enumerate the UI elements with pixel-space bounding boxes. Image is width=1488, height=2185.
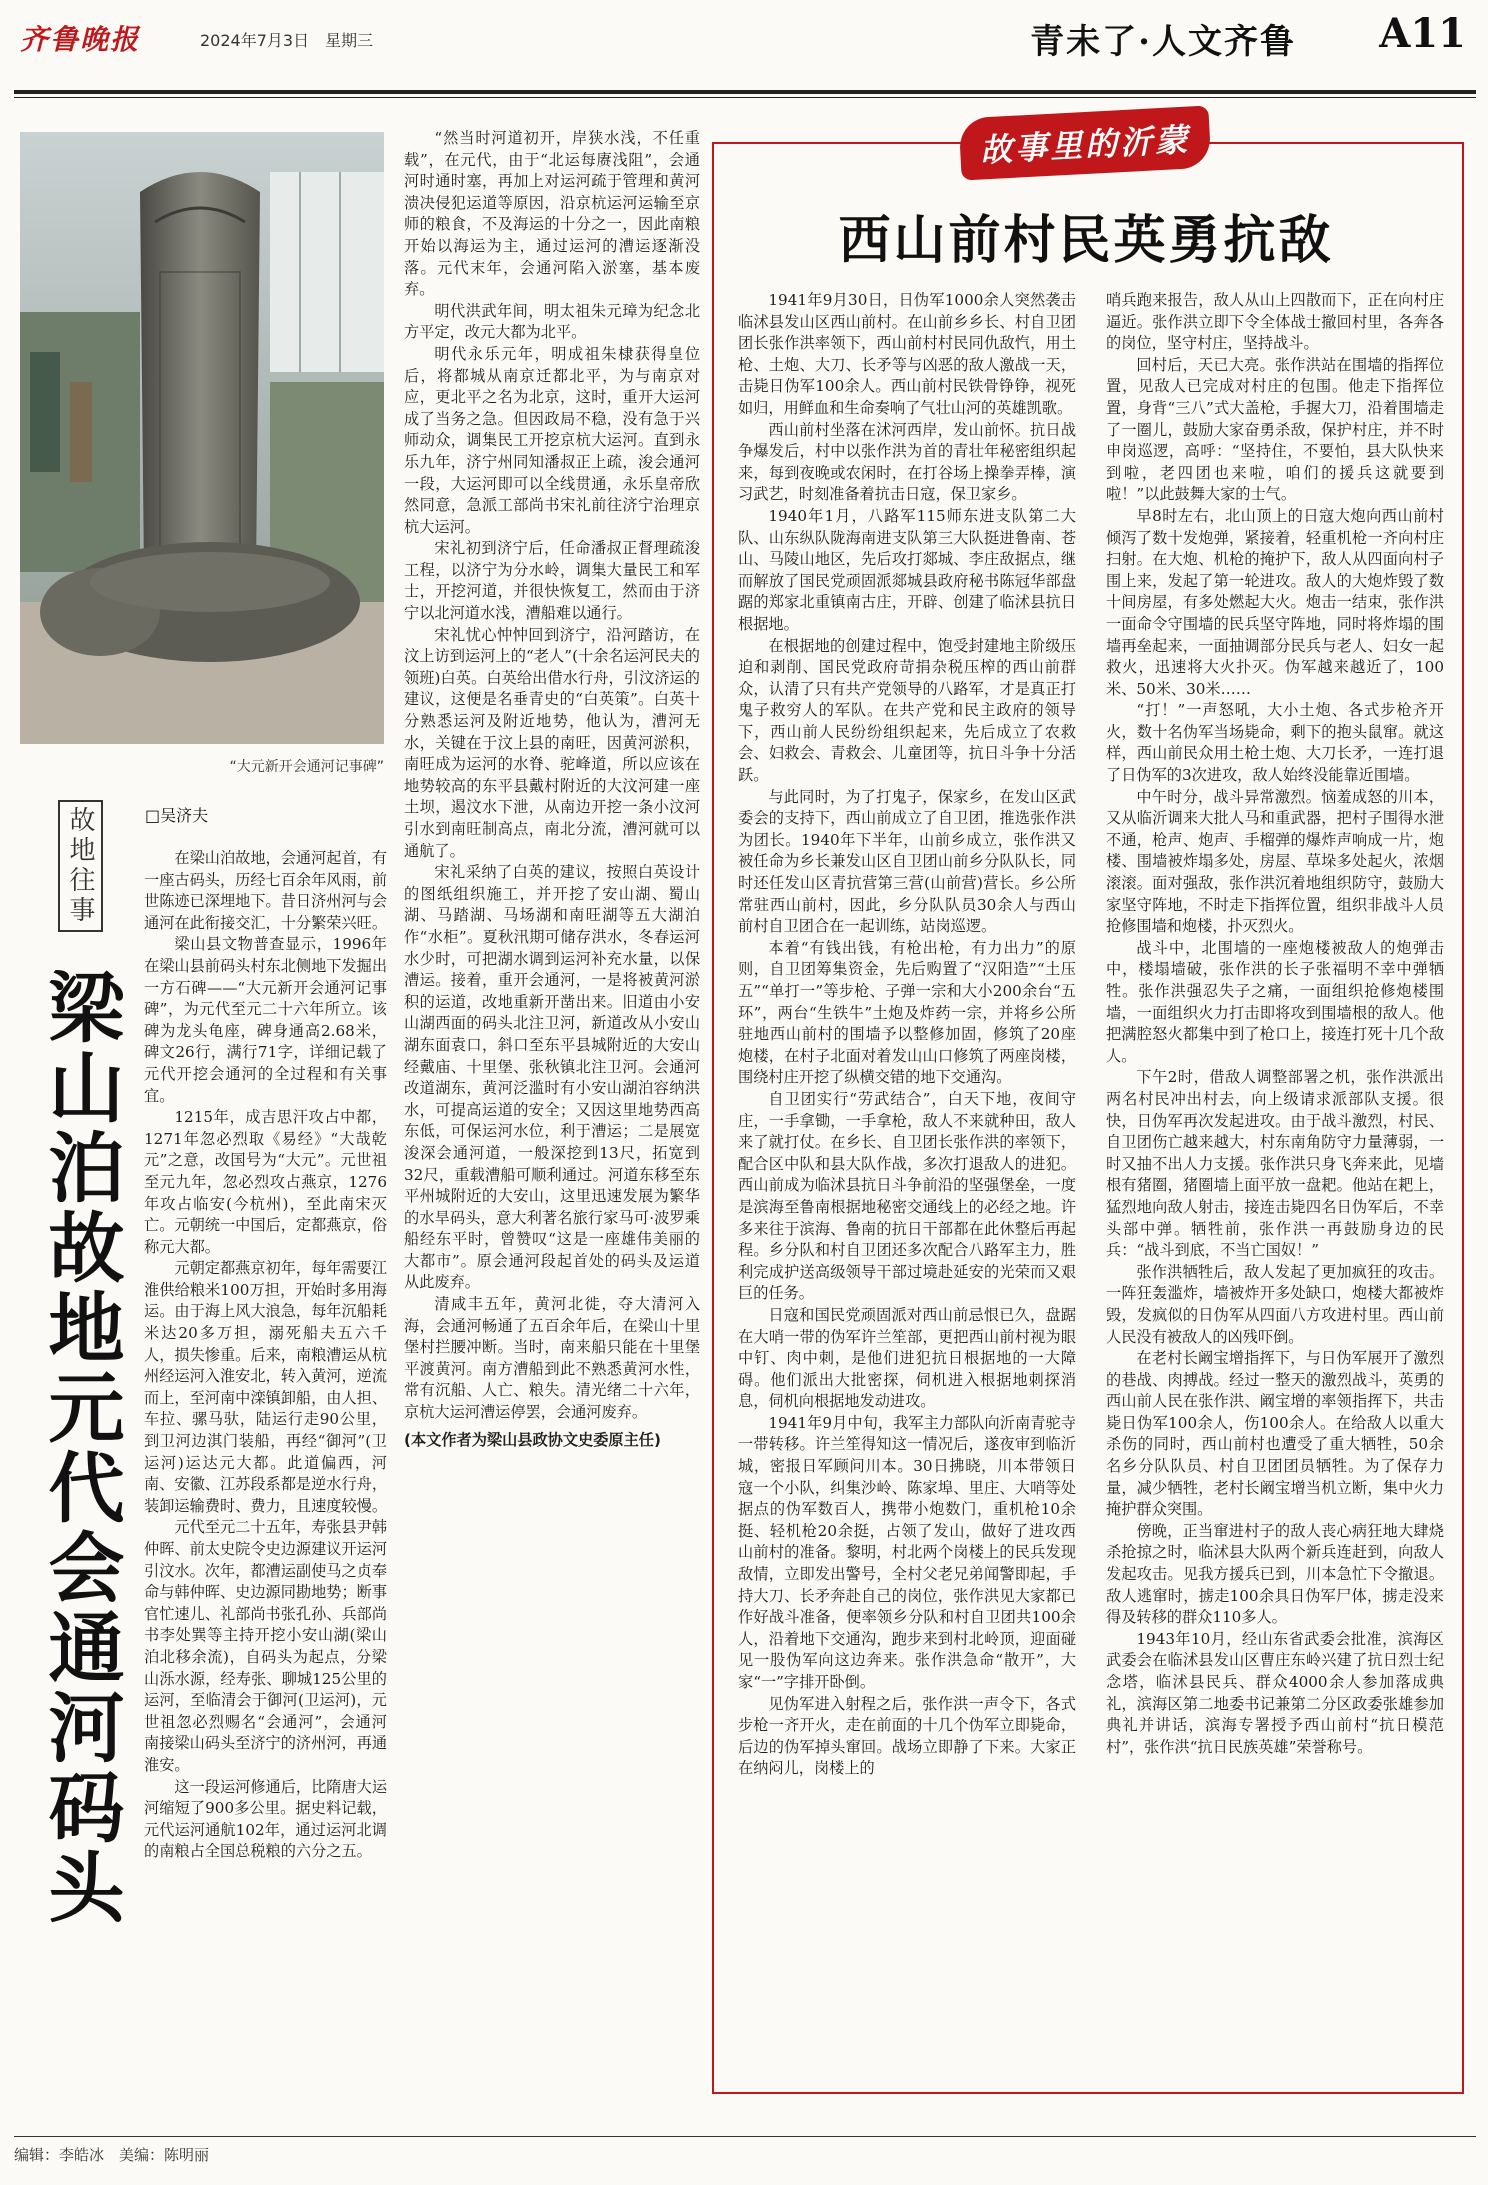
paragraph: 在梁山泊故地，会通河起首，有一座古码头，历经七百余年风雨，前世陈迹已深埋地下。昔日济州河与会通河在此衔接交汇，十分繁荣兴旺。: [144, 849, 388, 932]
paragraph: 早8时左右，北山顶上的日寇大炮向西山前村倾泻了数十发炮弹，紧接着，轻重机枪一齐向村庄扫射。在大炮、机枪的掩护下，敌人从四面向村子围上来，发起了第一轮进攻。敌人的大炮炸毁了数十间房屋，有多处燃起大火。炮击一结束，张作洪一面命令守围墙的民兵坚守阵地，同时将炸塌的围墙再垒起来，一面抽调部分民兵与老人、妇女一起救火，迅速将大火扑灭。伪军越来越近了，100米、50米、30米……: [1106, 506, 1444, 698]
paragraph: 在根据地的创建过程中，饱受封建地主阶级压迫和剥削、国民党政府苛捐杂税压榨的西山前群众，认清了只有共产党领导的八路军，才是真正打鬼子救穷人的军队。在共产党和民主政府的领导下，西山前人民纷纷组织起来，先后成立了农救会、妇救会、青救会、儿童团等，抗日斗争十分活跃。: [738, 636, 1076, 785]
paragraph: 梁山县文物普查显示，1996年在梁山县前码头村东北侧地下发掘出一方石碑——“大元新开会通河记事碑”，为元代至元二十六年所立。该碑为龙头龟座，碑身通高2.68米，碑文26行，满行71字，详细记载了元代开挖会通河的全过程和有关事宜。: [144, 935, 387, 1105]
author-byline: □吴济夫: [145, 806, 209, 825]
paragraph: 与此同时，为了打鬼子，保家乡，在发山区武委会的支持下，西山前成立了自卫团，推选张作洪为团长。1940年下半年，山前乡成立，张作洪又被任命为乡长兼发山区自卫团山前乡分队队长，同时还任发山区青抗营第三营(山前营)营长。乡公所常驻西山前村，因此，乡分队队员30余人与西山前村自卫团合在一起训练，站岗巡逻。: [738, 787, 1076, 936]
paragraph: 哨兵跑来报告，敌人从山上四散而下，正在向村庄逼近。张作洪立即下令全体战士撤回村里，各奔各的岗位，坚守村庄，坚持战斗。: [1106, 291, 1444, 353]
paragraph: 见伪军进入射程之后，张作洪一声令下，各式步枪一齐开火，走在前面的十几个伪军立即毙命，后边的伪军掉头窜回。战场立即静了下来。大家正在纳闷儿，岗楼上的: [738, 1694, 1076, 1778]
kicker-label: 故地往事: [58, 800, 103, 932]
paragraph: 明代洪武年间，明太祖朱元璋为纪念北方平定，改元大都为北平。: [404, 301, 700, 342]
footer-credits: 编辑：李皓冰 美编：陈明丽: [14, 2146, 210, 2164]
paragraph: 张作洪牺牲后，敌人发起了更加疯狂的攻击。一阵狂轰滥炸，墙被炸开多处缺口，炮楼大都被炸毁，发疯似的日伪军从四面八方攻进村里。西山前人民没有被敌人的凶残吓倒。: [1106, 1262, 1444, 1346]
column-banner: 故事里的沂蒙: [979, 120, 1191, 170]
paragraph: 明代永乐元年，明成祖朱棣获得皇位后，将都城从南京迁都北平，为与南京对应，更北平之名为北京，这时，重开大运河成了当务之急。但因政局不稳，没有急于兴师动众，调集民工开挖京杭大运河。直到永乐九年，济宁州同知潘叔正上疏，浚会通河一段，大运河即可以全线贯通，永乐皇帝欣然同意，急派工部尚书宋礼前往济宁治理京杭大运河。: [404, 344, 700, 536]
paragraph: 这一段运河修通后，比隋唐大运河缩短了900多公里。据史料记载，元代运河通航102年，通过运河北调的南粮占全国总税粮的六分之五。: [144, 1777, 388, 1861]
paragraph: 战斗中，北围墙的一座炮楼被敌人的炮弹击中，楼塌墙破，张作洪的长子张福明不幸中弹牺牲。张作洪强忍失子之痛，一面组织抢修炮楼围墙，一面组织火力打击即将攻到围墙根的敌人。他把满腔怒火都集中到了枪口上，接连打死十几个敌人。: [1106, 938, 1444, 1065]
masthead-rule: [14, 90, 1476, 94]
left-article-column-2: [404, 128, 700, 1451]
paragraph: 西山前村坐落在沭河西岸，发山前怀。抗日战争爆发后，村中以张作洪为首的青壮年秘密组织起来，每到夜晚或农闲时，在打谷场上操拳弄棒，演习武艺，时刻准备着抗击日寇，保卫家乡。: [738, 420, 1076, 504]
paragraph: 清咸丰五年，黄河北徙，夺大清河入海，会通河畅通了五百余年后，在梁山十里堡村拦腰冲断。当时，南来船只能在十里堡平渡黄河。南方漕船到此不熟悉黄河水性，常有沉船、人亡、粮失。清光绪二十六年，京杭大运河漕运停罢，会通河废弃。: [404, 1295, 700, 1422]
page-number: A11: [1379, 10, 1466, 57]
paragraph: 1940年1月，八路军115师东进支队第二大队、山东纵队陇海南进支队第三大队挺进鲁南、苍山、马陵山地区，先后攻打郯城、李庄敌据点，继而解放了国民党顽固派郯城县政府秘书陈冠华部盘踞的郑家北重镇南古庄，开辟、创建了临沭县抗日根据地。: [738, 506, 1076, 633]
paragraph: “然当时河道初开，岸狭水浅，不任重载”，在元代，由于“北运每赓浅阻”，会通河时通时塞，再加上对运河疏于管理和黄河溃决侵犯运道等原因，沿京杭运河运输至京师的粮食，不及海运的十分之一，因此南粮开始以海运为主，通过运河的漕运逐渐没落。元代末年，会通河陷入淤塞，基本废弃。: [404, 129, 700, 299]
paragraph: 1943年10月，经山东省武委会批准，滨海区武委会在临沭县发山区曹庄东岭兴建了抗日烈士纪念塔，临沭县民兵、群众4000余人参加落成典礼，滨海区第二地委书记兼第二分区政委张雄参加典礼并讲话，滨海专署授予西山前村“抗日模范村”，张作洪“抗日民族英雄”荣誉称号。: [1106, 1629, 1444, 1756]
paragraph: 元朝定都燕京初年，每年需要江淮供给粮米100万担，开始时多用海运。由于海上风大浪急，每年沉船耗米达20多万担，溺死船夫五六千人，损失惨重。后来，南粮漕运从杭州经运河入淮安北，转入黄河，逆流而上，至河南中滦镇卸船，由人担、车拉、骡马驮，陆运行走90公里，到卫河边淇门装船，再经“御河”(卫运河)运达元大都。此道偏西，河南、安徽、江苏段系都是逆水行舟，装卸运输费时、费力，且速度较慢。: [144, 1259, 388, 1515]
left-headline: 梁山泊故地元代会通河码头: [36, 968, 125, 1928]
paragraph: 本着“有钱出钱，有枪出枪，有力出力”的原则，自卫团筹集资金，先后购置了“汉阳造”“土压五”“单打一”等步枪、子弹一宗和大小200余台“五环”，两台“生铁牛”土炮及炸药一宗，并将乡公所驻地西山前村的围墙予以整修加固，修筑了20座炮楼，在村子北面对着发山山口修筑了两座岗楼，围绕村庄开挖了纵横交错的地下交通沟。: [738, 938, 1076, 1087]
right-article-column-1: [738, 290, 1076, 1780]
section-title: 青未了·人文齐鲁: [1030, 22, 1296, 62]
paragraph: 宋礼初到济宁后，任命潘叔正督理疏浚工程，以济宁为分水岭，调集大量民工和军士，开挖河道，并很快恢复工，然而由于济宁以北河道水浅，漕船难以通行。: [404, 539, 700, 623]
issue-date: 2024年7月3日 星期三: [200, 31, 374, 50]
paragraph: 宋礼采纳了白英的建议，按照白英设计的图纸组织施工，并开挖了安山湖、蜀山湖、马踏湖、马场湖和南旺湖等五大湖泊作“水柜”。夏秋汛期可储存洪水，冬春运河水少时，可把湖水调到运河补充水量，以保漕运。接着，重开会通河，一是将被黄河淤积的运道，改地重新开凿出来。旧道由小安山湖西面的码头北注卫河，新道改从小安山湖东面袁口，斜口至东平县城附近的大安山经戴庙、十里堡、张秋镇北注卫河。会通河改道湖东，黄河泛滥时有小安山湖泊容纳洪水，可提高运道的安全；又因这里地势西高东低，可保运河水位，利于漕运；二是展宽浚深会通河道，一般深挖到13尺，拓宽到32尺，重载漕船可顺利通过。河道东移至东平州城附近的大安山，这里迅速发展为繁华的水旱码头，意大利著名旅行家马可·波罗乘船经东平时，曾赞叹“这是一座雄伟美丽的大都市”。原会通河段起首处的码头及运道从此废弃。: [404, 863, 700, 1292]
masthead-rule-thin: [14, 97, 1476, 98]
paragraph: 1215年，成吉思汗攻占中都，1271年忽必烈取《易经》“大哉乾元”之意，改国号为“大元”。元世祖至元九年，忽必烈攻占燕京，1276年攻占临安(今杭州)，至此南宋灭亡。元朝统一中国后，定都燕京，俗称元大都。: [144, 1108, 387, 1256]
right-headline: 西山前村民英勇抗敌: [838, 211, 1334, 271]
paragraph: 元代至元二十五年，寿张县尹韩仲晖、前太史院令史边源建议开运河引汶水。次年，都漕运副使马之贞奉命与韩仲晖、史边源同勘地势；断事官忙速儿、礼部尚书张孔孙、兵部尚书李处巽等主持开挖小安山湖(梁山泊北移余流)，自码头为起点，分梁山泺水源，经寿张、聊城125公里的运河，至临清会于御河(卫运河)，元世祖忽必烈赐名“会通河”，会通河南接梁山码头至济宁的济州河，再通淮安。: [144, 1518, 388, 1774]
paragraph: 1941年9月中旬，我军主力部队向沂南青驼寺一带转移。许兰笙得知这一情况后，遂夜审到临沂城，密报日军顾问川本。30日拂晓，川本带领日寇一个小队，纠集沙岭、陈家埠、里庄、大哨等处据点的伪军数百人，携带小炮数门，重机枪10余挺、轻机枪20余挺，占领了发山，做好了进攻西山前村的准备。黎明，村北两个岗楼上的民兵发现敌情，立即发出警号，全村父老兄弟闻警即起，手持大刀、长矛奔赴自己的岗位，张作洪见大家都已作好战斗准备，便率领乡分队和村自卫团共100余人，沿着地下交通沟，跑步来到村北岭顶，迎面碰见一股伪军向这边奔来。张作洪急命“散开”，大家“一”字排开卧倒。: [738, 1413, 1076, 1691]
right-article-column-2: [1106, 290, 1444, 1758]
paragraph: 中午时分，战斗异常激烈。恼羞成怒的川本，又从临沂调来大批人马和重武器，把村子围得水泄不通，枪声、炮声、手榴弹的爆炸声响成一片，炮楼、围墙被炸塌多处，房屋、草垛多处起火，浓烟滚滚。面对强敌，张作洪沉着地组织防守，鼓励大家坚守阵地，不时走下指挥位置，组织非战斗人员抢修围墙和炮楼，扑灭烈火。: [1106, 787, 1444, 936]
newspaper-logo: 齐鲁晚报: [20, 23, 141, 56]
stele-photo: [20, 132, 384, 744]
author-note: (本文作者为梁山县政协文史委原主任): [404, 1430, 661, 1449]
paragraph: 宋礼忧心忡忡回到济宁，沿河踏访，在汶上访到运河上的“老人”(十余名运河民夫的领班)白英。白英给出借水行舟，引汶济运的建议，这便是名垂青史的“白英策”。白英十分熟悉运河及附近地势，他认为，漕河无水，关键在于汶上县的南旺，因黄河淤积，南旺成为运河的水脊、驼峰道，所以应该在地势较高的东平县戴村附近的大汶河建一座土坝，遏汶水下泄，从南边开挖一条小汶河引水到南旺制高点，南北分流，漕河就可以通航了。: [404, 625, 700, 860]
paragraph: 1941年9月30日，日伪军1000余人突然袭击临沭县发山区西山前村。在山前乡乡长、村自卫团团长张作洪率领下，西山前村村民同仇敌忾，用土枪、土炮、大刀、长矛等与凶恶的敌人激战一天，击毙日伪军100余人。西山前村民铁骨铮铮，视死如归，用鲜血和生命奏响了气壮山河的英雄凯歌。: [738, 291, 1076, 417]
paragraph: 回村后，天已大亮。张作洪站在围墙的指挥位置，见敌人已完成对村庄的包围。他走下指挥位置，身背“三八”式大盖枪，手握大刀，沿着围墙走了一圈儿，鼓励大家奋勇杀敌，保护村庄，并不时申岗巡逻，高呼：“坚持住，不要怕，县大队快来到啦，老四团也来啦，咱们的援兵这就要到啦！”以此鼓舞大家的士气。: [1106, 355, 1444, 504]
left-article-column-1: [144, 848, 387, 1863]
paragraph: “打！”一声怒吼，大小土炮、各式步枪齐开火，数十名伪军当场毙命，剩下的抱头鼠窜。就这样，西山前民众用土枪土炮、大刀长矛，一连打退了日伪军的3次进攻，敌人始终没能靠近围墙。: [1106, 701, 1444, 785]
paragraph: 傍晚，正当窜进村子的敌人丧心病狂地大肆烧杀抢掠之时，临沭县大队两个新兵连赶到，向敌人发起攻击。见我方援兵已到，川本急忙下令撤退。敌人逃窜时，掳走100余具日伪军尸体，掳走没来得及转移的群众110多人。: [1106, 1521, 1444, 1627]
masthead: [14, 8, 1476, 66]
paragraph: 日寇和国民党顽固派对西山前忌恨已久，盘踞在大哨一带的伪军许兰笙部，更把西山前村视为眼中钉、肉中刺，是他们进犯抗日根据地的一大障碍。他们派出大批密探，伺机进入根据地刺探消息，伺机向根据地发动进攻。: [738, 1305, 1076, 1411]
stele-illustration: [20, 132, 384, 744]
paragraph: 自卫团实行“劳武结合”，白天下地，夜间守庄，一手拿锄，一手拿枪，敌人不来就种田，敌人来了就打仗。在乡长、自卫团长张作洪的率领下，配合区中队和县大队作战，多次打退敌人的进犯。西山前成为临沭县抗日斗争前沿的坚强堡垒，一度是滨海至鲁南根据地秘密交通线上的必经之地。许多来往于滨海、鲁南的抗日干部都在此休整后再起程。乡分队和村自卫团还多次配合八路军主力，胜利完成护送高级领导干部过境赴延安的光荣而又艰巨的任务。: [738, 1089, 1076, 1303]
paragraph: 下午2时，借敌人调整部署之机，张作洪派出两名村民冲出村去，向上级请求派部队支援。很快，日伪军再次发起进攻。由于战斗激烈，村民、自卫团伤亡越来越大，村东南角防守力量薄弱，一时又抽不出人力支援。张作洪只身飞奔来此，见墙根有猪圈，猪圈墙上面平放一盘耙。他站在耙上，猛烈地向敌人射击，接连击毙四名日伪军后，不幸头部中弹。牺牲前，张作洪一再鼓励身边的民兵：“战斗到底，不当亡国奴！”: [1106, 1068, 1444, 1260]
kicker-box: [58, 800, 102, 932]
paragraph: 在老村长阚宝增指挥下，与日伪军展开了激烈的巷战、肉搏战。经过一整天的激烈战斗，英勇的西山前人民在张作洪、阚宝增的率领指挥下，共击毙日伪军100余人，伤100余人。在给敌人以重大杀伤的同时，西山前村也遭受了重大牺牲，50余名乡分队队员、村自卫团团员牺牲。为了保存力量，减少牺牲，老村长阚宝增当机立断，集中火力掩护群众突围。: [1106, 1349, 1444, 1519]
footer-rule: [14, 2136, 1476, 2137]
photo-caption: “大元新开会通河记事碑”: [229, 759, 384, 775]
